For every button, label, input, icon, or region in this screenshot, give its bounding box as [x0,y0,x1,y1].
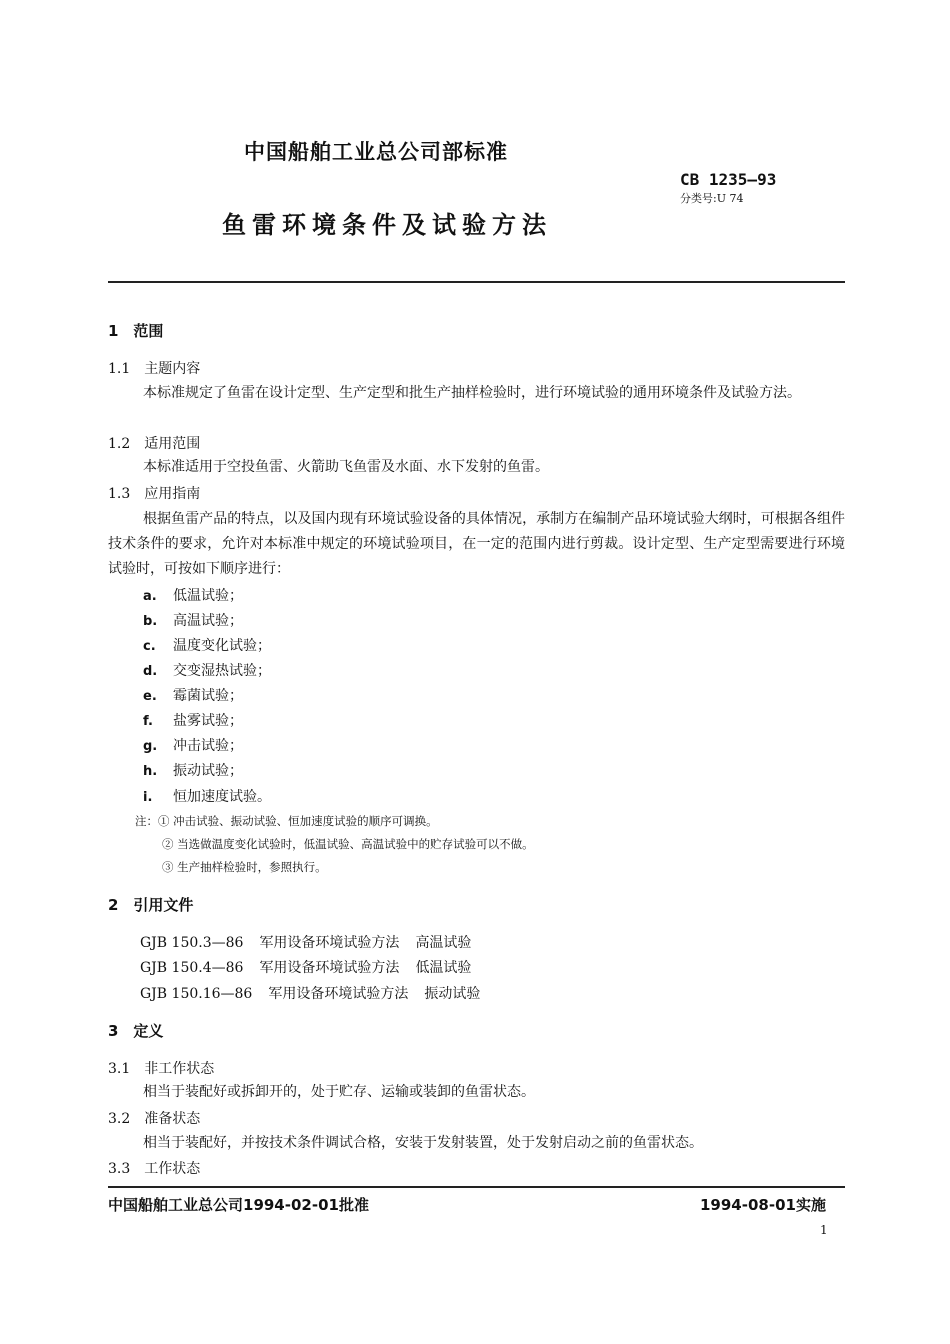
section-3-heading: 3 定义 [108,1022,164,1040]
reference-row [140,932,487,952]
section-3-2-text: 相当于装配好，并按技术条件调试合格，安装于发射装置，处于发射启动之前的鱼雷状态。 [143,1135,703,1151]
reference-code: GJB 150.16—86 [140,986,253,1002]
section-2-heading: 2 引用文件 [108,896,194,914]
list-item-text: 恒加速度试验。 [173,789,271,805]
approval-line: 中国船舶工业总公司1994-02-01批准 [108,1196,369,1214]
implementation-line: 1994-08-01实施 [700,1196,826,1214]
list-item [143,786,271,806]
list-item [143,760,243,780]
standard-number: CB 1235—93 [680,170,777,189]
section-3-2-heading: 3.2 准备状态 [108,1111,201,1127]
list-item-text: 交变湿热试验； [173,663,271,679]
list-item [143,585,243,605]
reference-name: 军用设备环境试验方法 [259,935,400,951]
reference-row [140,983,496,1003]
reference-name: 军用设备环境试验方法 [268,986,409,1002]
footer-divider [108,1186,845,1188]
list-item-text: 冲击试验； [173,738,243,754]
list-item [143,685,243,705]
list-item-letter: d. [143,664,158,679]
list-item [143,660,271,680]
section-3-1-heading: 3.1 非工作状态 [108,1061,215,1077]
list-item [143,710,243,730]
section-1-heading: 1 范围 [108,322,164,340]
note-line: ② 当选做温度变化试验时，低温试验、高温试验中的贮存试验可以不做。 [162,837,534,851]
page-number: 1 [820,1223,828,1237]
list-item-letter: i. [143,790,153,805]
section-3-3-heading: 3.3 工作状态 [108,1161,201,1177]
list-item-letter: h. [143,764,158,779]
reference-part: 高温试验 [415,935,472,951]
list-item-text: 盐雾试验； [173,713,243,729]
reference-code: GJB 150.4—86 [140,960,244,976]
list-item [143,635,271,655]
list-item-text: 振动试验； [173,763,243,779]
section-1-3-heading: 1.3 应用指南 [108,486,201,502]
note-line: 注：① 冲击试验、振动试验、恒加速度试验的顺序可调换。 [135,814,438,828]
list-item [143,735,243,755]
list-item-letter: c. [143,639,156,654]
reference-part: 振动试验 [424,986,481,1002]
reference-name: 军用设备环境试验方法 [259,960,400,976]
list-item-text: 低温试验； [173,588,243,604]
reference-part: 低温试验 [415,960,472,976]
list-item-text: 霉菌试验； [173,688,243,704]
document-title: 鱼雷环境条件及试验方法 [222,211,552,239]
reference-code: GJB 150.3—86 [140,935,244,951]
section-1-2-text: 本标准适用于空投鱼雷、火箭助飞鱼雷及水面、水下发射的鱼雷。 [143,459,549,475]
list-item-letter: a. [143,589,157,604]
list-item-text: 高温试验； [173,613,243,629]
list-item-text: 温度变化试验； [173,638,271,654]
section-1-2-heading: 1.2 适用范围 [108,436,201,452]
header-divider [108,281,845,283]
section-1-3-text: 根据鱼雷产品的特点，以及国内现有环境试验设备的具体情况，承制方在编制产品环境试验大纲时，可根据各组件技术条件的要求，允许对本标准中规定的环境试验项目，在一定的范围内进行剪裁。设计定型、生产定型需要进行环境试验时，可按如下顺序进行： [108,511,845,577]
list-item [143,610,243,630]
list-item-letter: b. [143,614,158,629]
section-3-1-text: 相当于装配好或拆卸开的，处于贮存、运输或装卸的鱼雷状态。 [143,1084,535,1100]
section-1-1-heading: 1.1 主题内容 [108,361,201,377]
list-item-letter: g. [143,739,158,754]
classification-number: 分类号:U 74 [680,192,744,205]
reference-row [140,957,487,977]
section-1-1-text: 本标准规定了鱼雷在设计定型、生产定型和批生产抽样检验时，进行环境试验的通用环境条件及试验方法。 [143,385,801,401]
list-item-letter: f. [143,714,153,729]
note-line: ③ 生产抽样检验时，参照执行。 [162,860,327,874]
issuing-organization: 中国船舶工业总公司部标准 [244,140,508,164]
list-item-letter: e. [143,689,157,704]
